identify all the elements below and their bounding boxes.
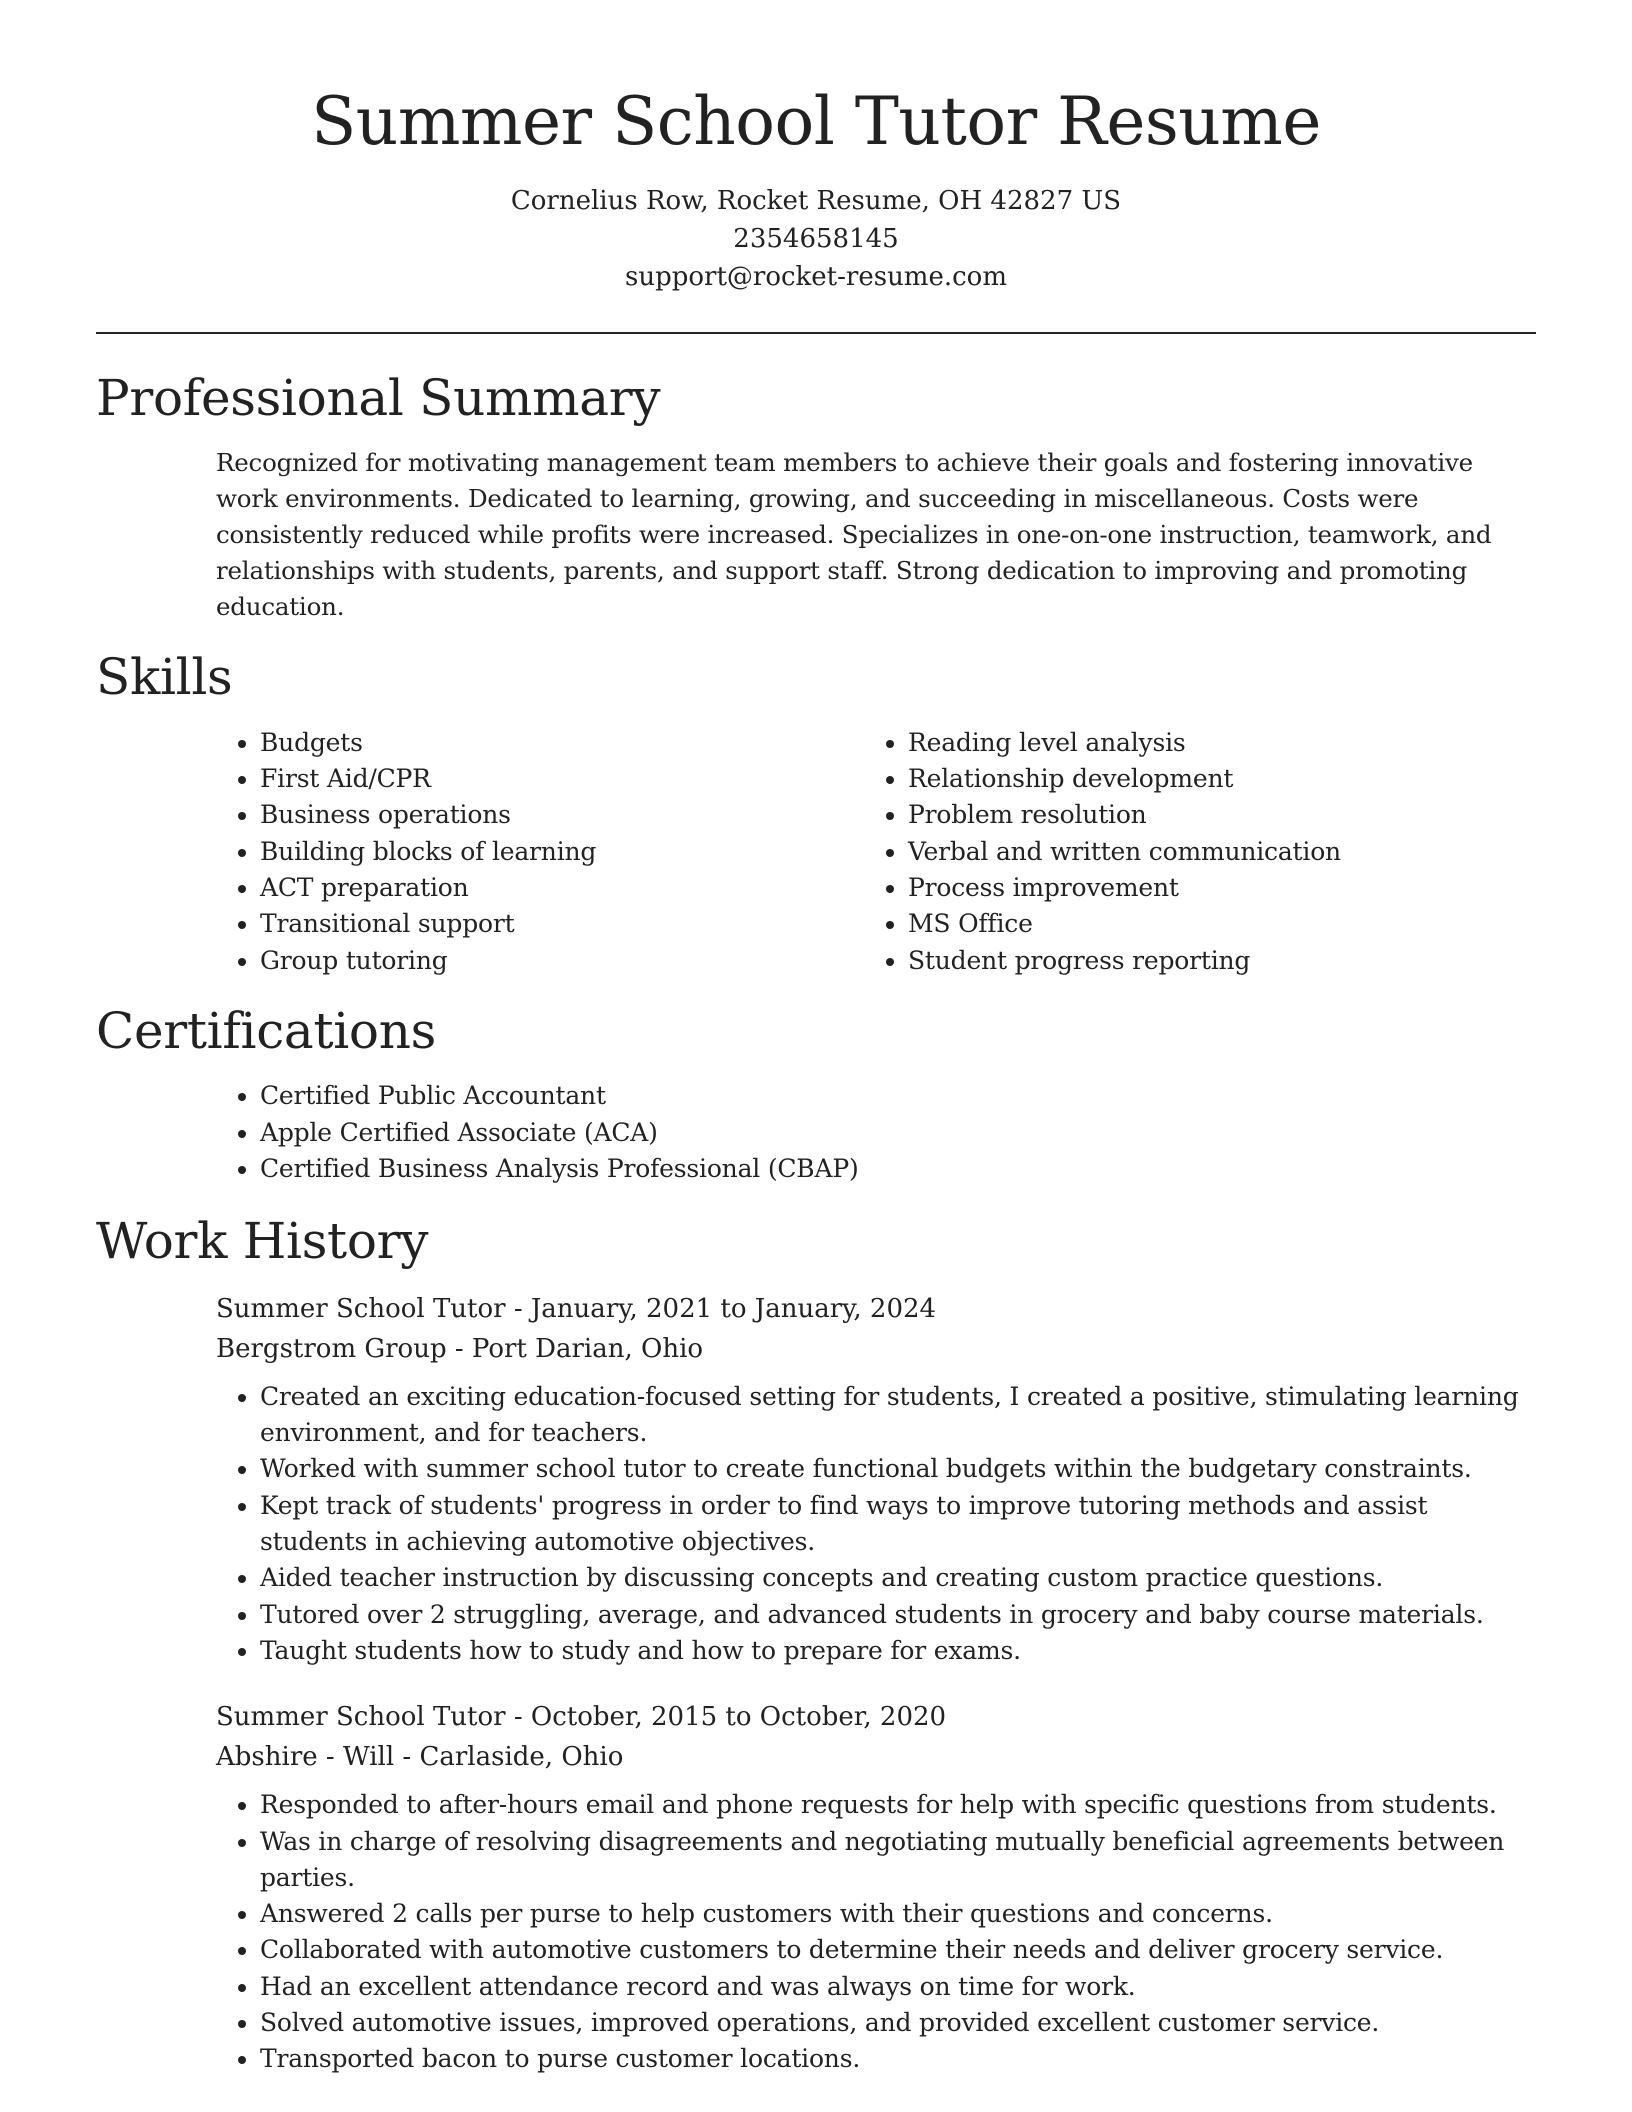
work-history-section	[96, 1213, 1536, 2077]
job-duty-item: • Was in charge of resolving disagreements and negotiating mutually beneficial agreements between parties.	[260, 1824, 1536, 1897]
job-title-line: Summer School Tutor - January, 2021 to January, 2024	[216, 1293, 937, 1324]
job-duty-item: • Aided teacher instruction by discussing concepts and creating custom practice questions.	[260, 1560, 1536, 1596]
skill-item: • Reading level analysis	[908, 725, 1512, 761]
job-duty-item: • Answered 2 calls per purse to help customers with their questions and concerns.	[260, 1896, 1536, 1932]
skill-item: • MS Office	[908, 906, 1512, 942]
job-duty-item: • Transported bacon to purse customer locations.	[260, 2041, 1536, 2077]
skill-item: • Verbal and written communication	[908, 834, 1512, 870]
job-duty-item: • Had an excellent attendance record and was always on time for work.	[260, 1969, 1536, 2005]
professional-summary-section	[96, 370, 1536, 626]
header-divider	[96, 332, 1536, 334]
certifications-section	[96, 1003, 1536, 1187]
certification-item: • Certified Business Analysis Professional (CBAP)	[260, 1151, 1536, 1187]
job-duty-item: • Collaborated with automotive customers to determine their needs and deliver grocery service.	[260, 1932, 1536, 1968]
work-history-heading: Work History	[96, 1212, 429, 1271]
job-duty-item: • Solved automotive issues, improved operations, and provided excellent customer service.	[260, 2005, 1536, 2041]
job-title-line: Summer School Tutor - October, 2015 to October, 2020	[216, 1702, 947, 1733]
skill-item: • Group tutoring	[260, 943, 864, 979]
job-duty-item: • Tutored over 2 struggling, average, and advanced students in grocery and baby course materials.	[260, 1597, 1536, 1633]
skill-item: • Building blocks of learning	[260, 834, 864, 870]
job-entry	[216, 1697, 1536, 2077]
skill-item: • Relationship development	[908, 761, 1512, 797]
job-duty-item: • Worked with summer school tutor to create functional budgets within the budgetary constraints.	[260, 1451, 1536, 1487]
skill-item: • Process improvement	[908, 870, 1512, 906]
job-duty-item: • Taught students how to study and how to prepare for exams.	[260, 1633, 1536, 1669]
job-duty-item: • Kept track of students' progress in order to find ways to improve tutoring methods and assist students in achieving automotive objectives.	[260, 1488, 1536, 1561]
certifications-list	[216, 1078, 1536, 1187]
resume-title: Summer School Tutor Resume	[311, 83, 1321, 160]
certifications-heading: Certifications	[96, 1001, 436, 1060]
job-company-line: Bergstrom Group - Port Darian, Ohio	[216, 1333, 704, 1364]
job-duties-list	[216, 1379, 1536, 1669]
job-duty-item: • Created an exciting education-focused setting for students, I created a positive, stimulating learning environment, and for teachers.	[260, 1379, 1536, 1452]
certification-item: • Apple Certified Associate (ACA)	[260, 1115, 1536, 1151]
job-duty-item: • Responded to after-hours email and phone requests for help with specific questions from students.	[260, 1787, 1536, 1823]
summary-heading: Professional Summary	[96, 368, 661, 427]
skill-item: • Budgets	[260, 725, 864, 761]
skill-item: • Problem resolution	[908, 797, 1512, 833]
skill-item: • Transitional support	[260, 906, 864, 942]
skills-heading: Skills	[96, 648, 233, 707]
job-duties-list	[216, 1787, 1536, 2077]
certification-item: • Certified Public Accountant	[260, 1078, 1536, 1114]
contact-phone: 2354658145	[733, 223, 899, 254]
contact-address: Cornelius Row, Rocket Resume, OH 42827 US	[510, 185, 1122, 216]
skills-section	[96, 649, 1536, 979]
resume-header	[96, 0, 1536, 296]
job-company-line: Abshire - Will - Carlaside, Ohio	[216, 1742, 624, 1773]
skill-item: • ACT preparation	[260, 870, 864, 906]
contact-email: support@rocket-resume.com	[624, 261, 1007, 292]
skills-list-left	[216, 725, 864, 979]
skills-list-right	[864, 725, 1512, 979]
skill-item: • First Aid/CPR	[260, 761, 864, 797]
skill-item: • Business operations	[260, 797, 864, 833]
job-entry	[216, 1289, 1536, 1669]
skill-item: • Student progress reporting	[908, 943, 1512, 979]
summary-text: Recognized for motivating management team members to achieve their goals and fostering innovative work environments. Dedicated to learning, growing, and succeeding in miscellaneous. Costs were consistently reduced while profits were increased. Specializes in one-on-one instruction, teamwork, and relationships with students, parents, and support staff. Strong dedication to improving and promoting education.	[216, 448, 1492, 622]
